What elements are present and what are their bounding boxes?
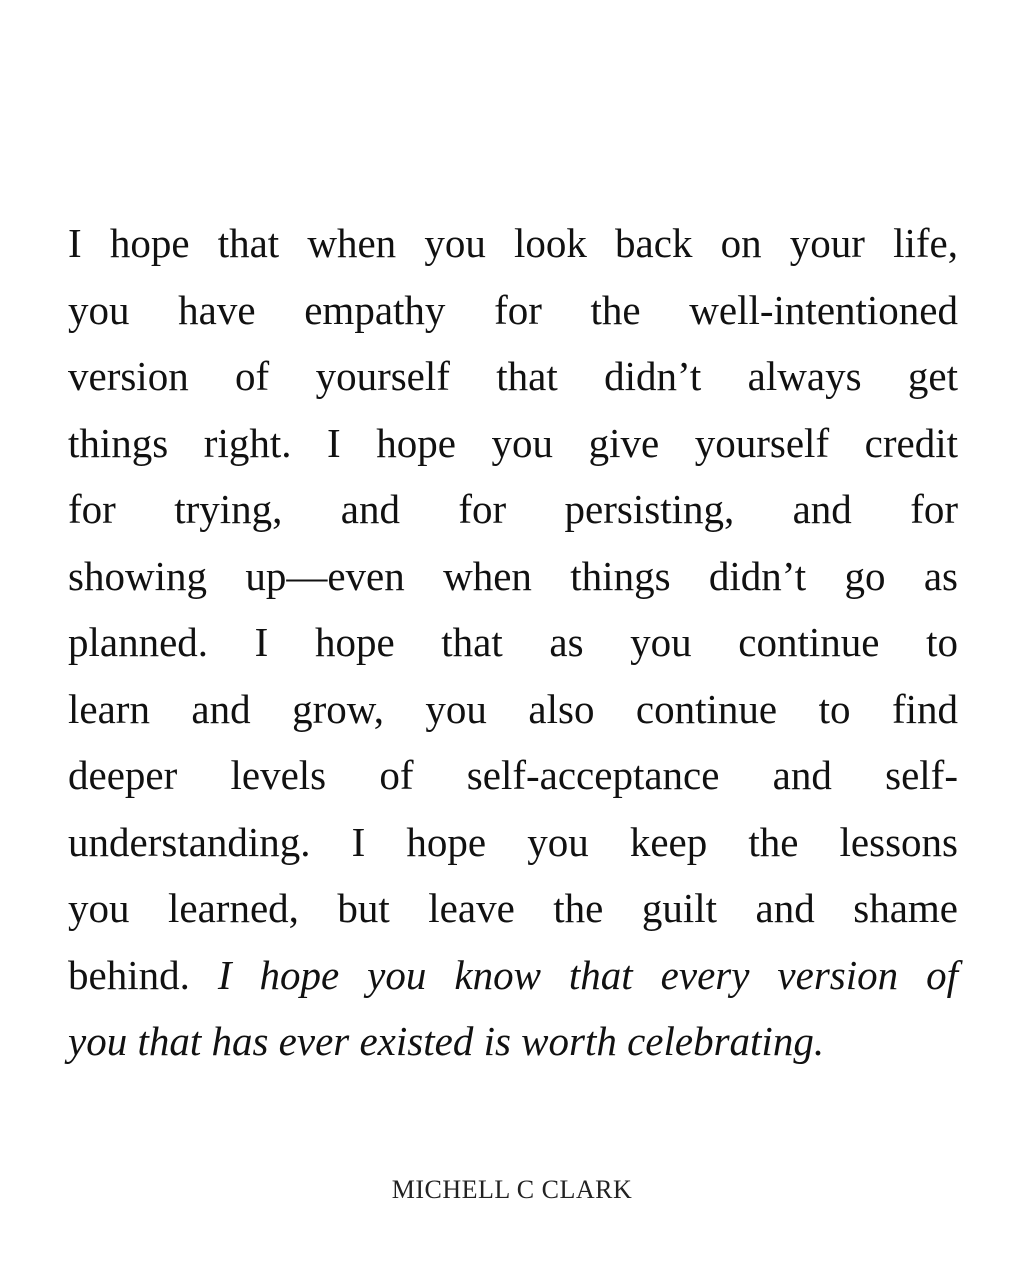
quote-line: showing up—even when things didn’t go as bbox=[68, 552, 958, 599]
quote-line: behind. I hope you know that every version of bbox=[68, 951, 958, 998]
quote-line: for trying, and for persisting, and for bbox=[68, 486, 958, 532]
quote-line: you have empathy for the well-intentioned bbox=[68, 286, 958, 333]
quote-line: version of yourself that didn’t always get bbox=[68, 353, 958, 399]
quote-line: I hope that when you look back on your life, bbox=[68, 220, 958, 266]
quote-line: learn and grow, you also continue to find bbox=[68, 685, 958, 732]
quote-line-final: you that has ever existed is worth celebrating. bbox=[68, 1018, 825, 1064]
quote-line: understanding. I hope you keep the lessons bbox=[68, 818, 958, 865]
quote-italic-text: I hope you know that every version of bbox=[217, 951, 958, 998]
quote-line: you learned, but leave the guilt and shame bbox=[68, 885, 958, 931]
quote-line: deeper levels of self-acceptance and self- bbox=[68, 752, 958, 798]
quote-text bbox=[68, 210, 958, 1075]
quote-line: planned. I hope that as you continue to bbox=[68, 619, 958, 665]
author-name: MICHELL C CLARK bbox=[391, 1175, 633, 1204]
quote-line: things right. I hope you give yourself credit bbox=[68, 419, 958, 466]
